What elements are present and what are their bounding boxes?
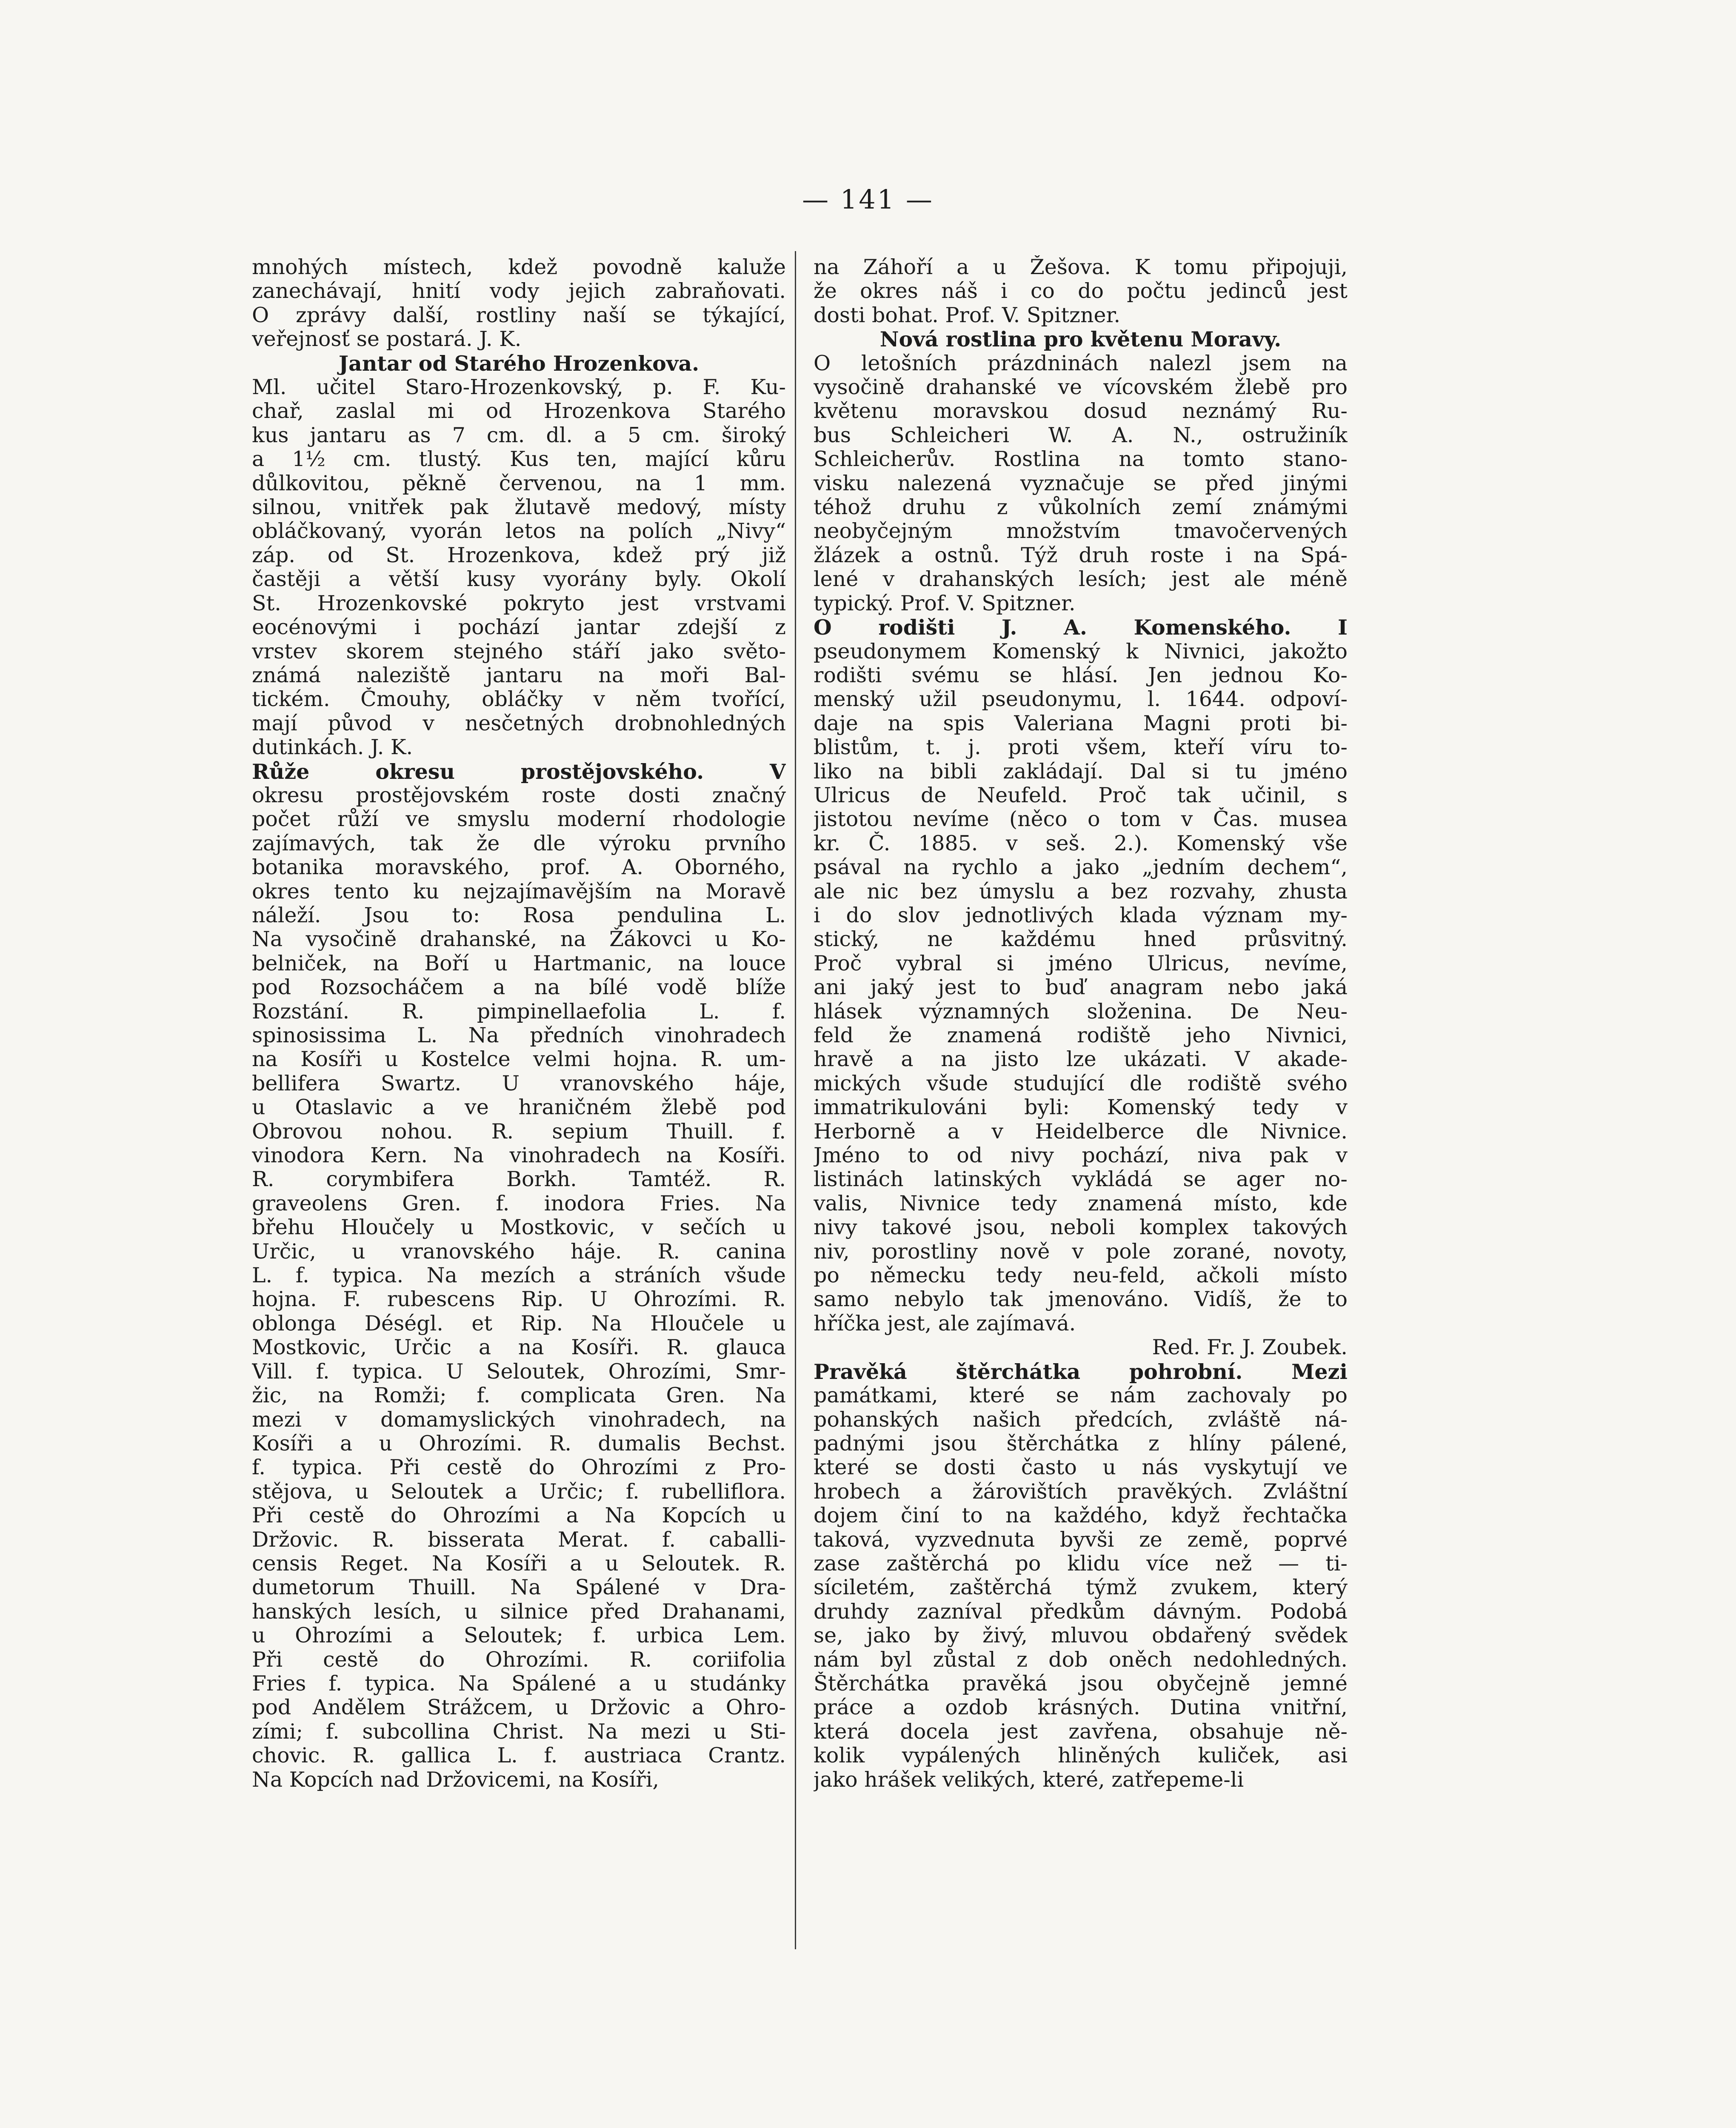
text-line: mají původ v nesčetných drobnohledných [252,711,786,735]
text-line: R. corymbifera Borkh. Tamtéž. R. [252,1167,786,1192]
text-line: niv, porostliny nově v pole zorané, novoty, [814,1239,1348,1264]
text-line: bus Schleicheri W. A. N., ostružiník [814,423,1348,447]
text-line: botanika moravského, prof. A. Oborného, [252,855,786,880]
text-line: pod Rozsocháčem a na bílé vodě blíže [252,975,786,1000]
text-line: chař, zaslal mi od Hrozenkova Starého [252,399,786,423]
text-line: u Otaslavic a ve hraničném žlebě pod [252,1095,786,1120]
text-line: náleží. Jsou to: Rosa pendulina L. [252,903,786,927]
text-line: nám byl zůstal z dob oněch nedohledných. [814,1647,1348,1672]
text-line: kolik vypálených hliněných kuliček, asi [814,1744,1348,1768]
text-line: stický, ne každému hned průsvitný. [814,927,1348,952]
text-line: síciletém, zaštěrchá týmž zvukem, který [814,1576,1348,1600]
text-line: immatrikulováni byli: Komenský tedy v [814,1095,1348,1120]
text-line: typický. Prof. V. Spitzner. [814,591,1076,615]
text-line: liko na bibli zakládají. Dal si tu jméno [814,759,1348,784]
text-line: daje na spis Valeriana Magni proti bi- [814,711,1348,735]
text-line: censis Reget. Na Kosíři a u Seloutek. R. [252,1551,786,1576]
text-line: hrobech a žárovištích pravěkých. Zvláštní [814,1479,1348,1504]
text-line: břehu Hloučely u Mostkovic, v sečích u [252,1216,786,1240]
text-line: Držovic. R. bisserata Merat. f. caballi- [252,1527,786,1552]
text-line: stějova, u Seloutek a Určic; f. rubelliflora. [252,1479,786,1504]
text-line: Ulricus de Neufeld. Proč tak učinil, s [814,783,1348,807]
text-line: L. f. typica. Na mezích a stráních všude [252,1264,786,1288]
text-line: pod Andělem Strážcem, u Držovic a Ohro- [252,1696,786,1720]
text-line: práce a ozdob krásných. Dutina vnitřní, [814,1696,1348,1720]
text-line: na Záhoří a u Žešova. K tomu připojuji, [814,255,1348,279]
right-column [814,255,1348,1792]
text-line: Obrovou nohou. R. sepium Thuill. f. [252,1119,786,1144]
text-line: známá naleziště jantaru na moři Bal- [252,663,786,687]
text-line: žlázek a ostnů. Týž druh roste i na Spá- [814,543,1348,567]
text-line: hojna. F. rubescens Rip. U Ohrozími. R. [252,1287,786,1312]
text-line: psával na rychlo a jako „jedním dechem“, [814,855,1348,880]
text-line: Jantar od Starého Hrozenkova. [338,351,700,376]
text-line: Kosíři a u Ohrozími. R. dumalis Bechst. [252,1431,786,1456]
text-line: oblonga Déségl. et Rip. Na Hloučele u [252,1311,786,1336]
text-line: rodišti svému se hlásí. Jen jednou Ko- [814,663,1348,687]
text-line: zanechávají, hnití vody jejich zabraňovati. [252,279,786,303]
text-line: belniček, na Boří u Hartmanic, na louce [252,951,786,975]
text-line: menský užil pseudonymu, l. 1644. odpoví- [814,687,1348,712]
text-line: Proč vybral si jméno Ulricus, nevíme, [814,951,1348,975]
text-line: počet růží ve smyslu moderní rhodologie [252,807,786,832]
text-line: St. Hrozenkovské pokryto jest vrstvami [252,591,786,615]
text-line: hlásek významných složenina. De Neu- [814,999,1348,1024]
text-line: zími; f. subcollina Christ. Na mezi u Sti- [252,1719,786,1744]
text-line: jistotou nevíme (něco o tom v Čas. musea [814,807,1348,832]
text-line: obláčkovaný, vyorán letos na polích „Nivy“ [252,519,786,543]
text-line: Nová rostlina pro květenu Moravy. [879,327,1282,352]
text-line: neobyčejným množstvím tmavočervených [814,519,1348,543]
text-line: hříčka jest, ale zajímavá. [814,1311,1076,1336]
text-line: veřejnosť se postará. J. K. [252,327,522,352]
text-line: Herborně a v Heidelberce dle Nivnice. [814,1119,1348,1144]
text-line: listinách latinských vykládá se ager no- [814,1167,1348,1192]
text-line: i do slov jednotlivých klada význam my- [814,903,1348,927]
text-line: dosti bohat. Prof. V. Spitzner. [814,303,1121,327]
text-line: f. typica. Při cestě do Ohrozími z Pro- [252,1456,786,1480]
text-line: se, jako by živý, mluvou obdařený svědek [814,1624,1348,1648]
text-line: Růže okresu prostějovského. V [252,759,786,784]
text-line: u Ohrozími a Seloutek; f. urbica Lem. [252,1624,786,1648]
text-line: Na vysočině drahanské, na Žákovci u Ko- [252,927,786,952]
text-line: téhož druhu z vůkolních zemí známými [814,495,1348,520]
text-line: jako hrášek velikých, které, zatřepeme-li [814,1768,1244,1792]
text-line: blistům, t. j. proti všem, kteří víru to- [814,735,1348,760]
text-line: kus jantaru as 7 cm. dl. a 5 cm. široký [252,423,786,447]
text-line: druhdy zazníval předkům dávným. Podobá [814,1599,1348,1624]
text-line: Ml. učitel Staro-Hrozenkovský, p. F. Ku- [252,375,786,400]
text-line: hravě a na jisto lze ukázati. V akade- [814,1047,1348,1072]
text-line: eocénovými i pochází jantar zdejší z [252,615,786,640]
text-line: Mostkovic, Určic a na Kosíři. R. glauca [252,1336,786,1360]
text-line: Na Kopcích nad Držovicemi, na Kosíři, [252,1768,659,1792]
text-line: mických všude studující dle rodiště svého [814,1071,1348,1095]
text-line: mezi v domamyslických vinohradech, na [252,1407,786,1432]
text-line: Jméno to od nivy pochází, niva pak v [814,1144,1348,1168]
column-divider [795,251,796,1949]
text-line: taková, vyzvednuta byvši ze země, poprvé [814,1527,1348,1552]
text-line: pseudonymem Komenský k Nivnici, jakožto [814,639,1348,664]
text-line: dutinkách. J. K. [252,735,413,760]
text-line: vrstev skorem stejného stáří jako světo- [252,639,786,664]
text-line: Red. Fr. J. Zoubek. [1152,1336,1348,1360]
text-line: bellifera Swartz. U vranovského háje, [252,1071,786,1095]
text-line: která docela jest zavřena, obsahuje ně- [814,1719,1348,1744]
text-line: památkami, které se nám zachovaly po [814,1384,1348,1408]
text-line: dumetorum Thuill. Na Spálené v Dra- [252,1576,786,1600]
text-line: Při cestě do Ohrozími. R. coriifolia [252,1647,786,1672]
text-line: chovic. R. gallica L. f. austriaca Crantz. [252,1744,786,1768]
text-line: Při cestě do Ohrozími a Na Kopcích u [252,1504,786,1528]
text-line: že okres náš i co do počtu jedinců jest [814,279,1348,303]
text-line: zase zaštěrchá po klidu více než — ti- [814,1551,1348,1576]
text-line: okresu prostějovském roste dosti značný [252,783,786,807]
text-line: hanských lesích, u silnice před Drahanami, [252,1599,786,1624]
text-line: Štěrchátka pravěká jsou obyčejně jemné [814,1671,1348,1696]
text-line: záp. od St. Hrozenkova, kdež prý již [252,543,786,567]
text-line: a 1½ cm. tlustý. Kus ten, mající kůru [252,447,786,472]
text-line: důlkovitou, pěkně červenou, na 1 mm. [252,471,786,495]
text-line: feld že znamená rodiště jeho Nivnici, [814,1024,1348,1047]
text-line: valis, Nivnice tedy znamená místo, kde [814,1191,1348,1216]
text-line: graveolens Gren. f. inodora Fries. Na [252,1191,786,1216]
left-column [252,255,786,1792]
text-line: vinodora Kern. Na vinohradech na Kosíři. [252,1144,786,1168]
text-line: Určic, u vranovského háje. R. canina [252,1239,786,1264]
text-line: po německu tedy neu-feld, ačkoli místo [814,1264,1348,1288]
text-line: Pravěká štěrchátka pohrobní. Mezi [814,1359,1348,1384]
text-line: mnohých místech, kdež povodně kaluže [252,255,786,279]
text-line: Schleicherův. Rostlina na tomto stano- [814,447,1348,472]
text-line: O rodišti J. A. Komenského. I [814,615,1348,640]
text-line: visku nalezená vyznačuje se před jinými [814,471,1348,495]
text-line: zajímavých, tak že dle výroku prvního [252,831,786,855]
text-line: okres tento ku nejzajímavějším na Moravě [252,879,786,904]
text-line: O letošních prázdninách nalezl jsem na [814,351,1348,375]
text-line: kr. Č. 1885. v seš. 2.). Komenský vše [814,831,1348,855]
text-line: padnými jsou štěrchátka z hlíny pálené, [814,1431,1348,1456]
text-line: květenu moravskou dosud neznámý Ru- [814,399,1348,423]
text-line: ani jaký jest to buď anagram nebo jaká [814,975,1348,1000]
text-line: žic, na Romži; f. complicata Gren. Na [252,1384,786,1408]
text-line: samo nebylo tak jmenováno. Vidíš, že to [814,1287,1348,1312]
text-line: ale nic bez úmyslu a bez rozvahy, zhusta [814,879,1348,904]
text-line: dojem činí to na každého, když řechtačka [814,1504,1348,1528]
text-line: pohanských našich předcích, zvláště ná- [814,1407,1348,1432]
text-line: na Kosíři u Kostelce velmi hojna. R. um- [252,1047,786,1072]
text-line: O zprávy další, rostliny naší se týkající, [252,303,786,327]
text-line: Rozstání. R. pimpinellaefolia L. f. [252,999,786,1024]
text-line: častěji a větší kusy vyorány byly. Okolí [252,567,786,592]
text-line: lené v drahanských lesích; jest ale méně [814,567,1348,592]
text-line: které se dosti často u nás vyskytují ve [814,1456,1348,1480]
text-line: vysočině drahanské ve vícovském žlebě pro [814,375,1348,400]
text-line: Vill. f. typica. U Seloutek, Ohrozími, Smr- [252,1359,786,1384]
text-line: silnou, vnitřek pak žlutavě medový, místy [252,495,786,520]
text-line: nivy takové jsou, neboli komplex takových [814,1216,1348,1240]
text-line: spinosissima L. Na předních vinohradech [252,1024,786,1047]
text-line: Fries f. typica. Na Spálené a u studánky [252,1671,786,1696]
text-line: tickém. Čmouhy, obláčky v něm tvořící, [252,687,786,712]
page-number: — 141 — [802,184,934,215]
